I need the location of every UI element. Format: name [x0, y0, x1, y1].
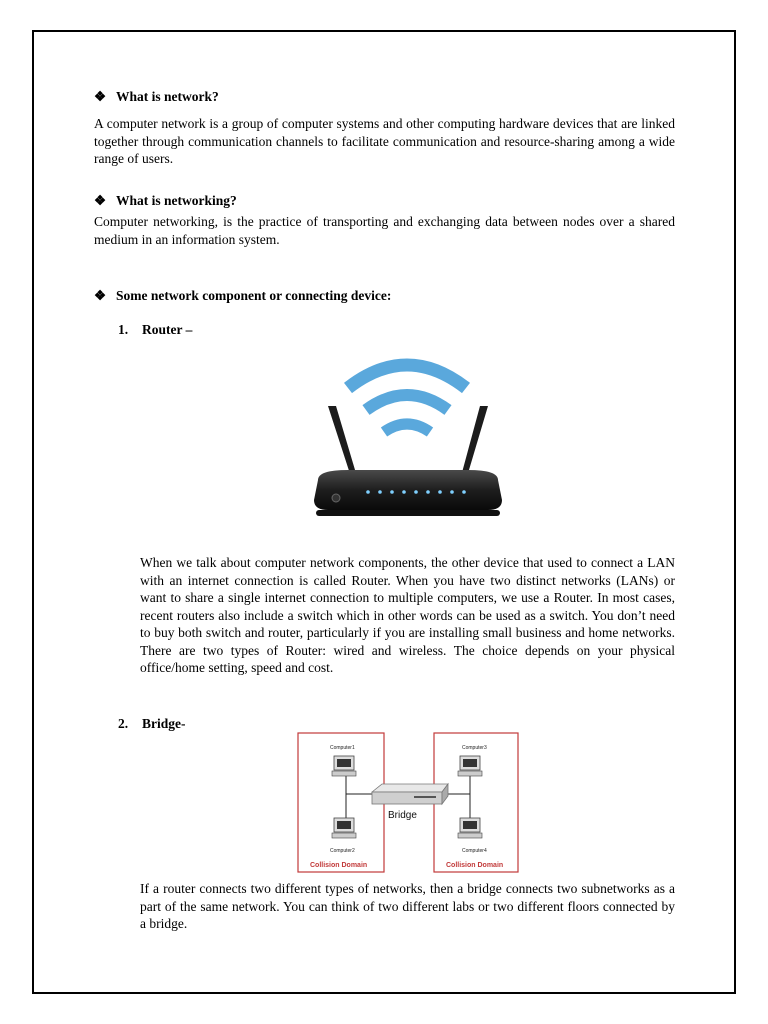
computer-label-2: Computer2	[330, 848, 355, 854]
computer-icon-3	[458, 756, 482, 776]
antenna-right	[460, 406, 488, 480]
computer-label-1: Computer1	[330, 745, 355, 751]
antenna-left	[328, 406, 358, 480]
diamond-bullet-icon: ❖	[94, 89, 107, 104]
collision-domain-label-left: Collision Domain	[310, 862, 368, 869]
computer-icon-4	[458, 818, 482, 838]
paragraph-router: When we talk about computer network components, the other device that used to connect a LAN with an internet connection is called Router. When you have two distinct networks (LANs) or want to share a single internet connection to multiple computers, we use a Router. In most cases, recent routers also include a switch which in other words can be used as a switch. You don’t need to buy both switch and router, particularly if you are installing small business and home networks. There are two types of Router: wired and wireless. The choice depends on your physical office/home setting, speed and cost.	[140, 555, 675, 675]
heading-what-is-network: ❖ What is network?	[94, 89, 219, 104]
computer-icon-2	[332, 818, 356, 838]
bridge-device-icon	[372, 784, 448, 804]
list-item-bridge-title: 2. Bridge-	[118, 716, 186, 731]
heading-what-is-networking: ❖ What is networking?	[94, 193, 237, 208]
diamond-bullet-icon: ❖	[94, 193, 107, 208]
router-body	[314, 470, 502, 510]
heading-network-components: ❖ Some network component or connecting device:	[94, 288, 392, 303]
computer-label-4: Computer4	[462, 848, 487, 854]
diamond-bullet-icon: ❖	[94, 288, 107, 303]
computer-label-3: Computer3	[462, 745, 487, 751]
bridge-label: Bridge	[388, 810, 417, 821]
router-illustration	[288, 340, 528, 536]
list-item-router-title: 1. Router –	[118, 322, 193, 337]
paragraph-what-is-networking: Computer networking, is the practice of transporting and exchanging data between nodes over a shared medium in an information system.	[94, 214, 675, 247]
bridge-diagram	[296, 732, 520, 874]
paragraph-bridge: If a router connects two different types of networks, then a bridge connects two subnetworks as a part of the same network. You can think of two different labs or two different floors connected by a bridge.	[140, 881, 675, 931]
collision-domain-label-right: Collision Domain	[446, 862, 504, 869]
computer-icon-1	[332, 756, 356, 776]
wifi-signal-icon	[348, 365, 466, 432]
paragraph-what-is-network: A computer network is a group of computer systems and other computing hardware devices that are linked together through communication channels to facilitate communication and resource-sharing among a wide range of users.	[94, 116, 675, 166]
